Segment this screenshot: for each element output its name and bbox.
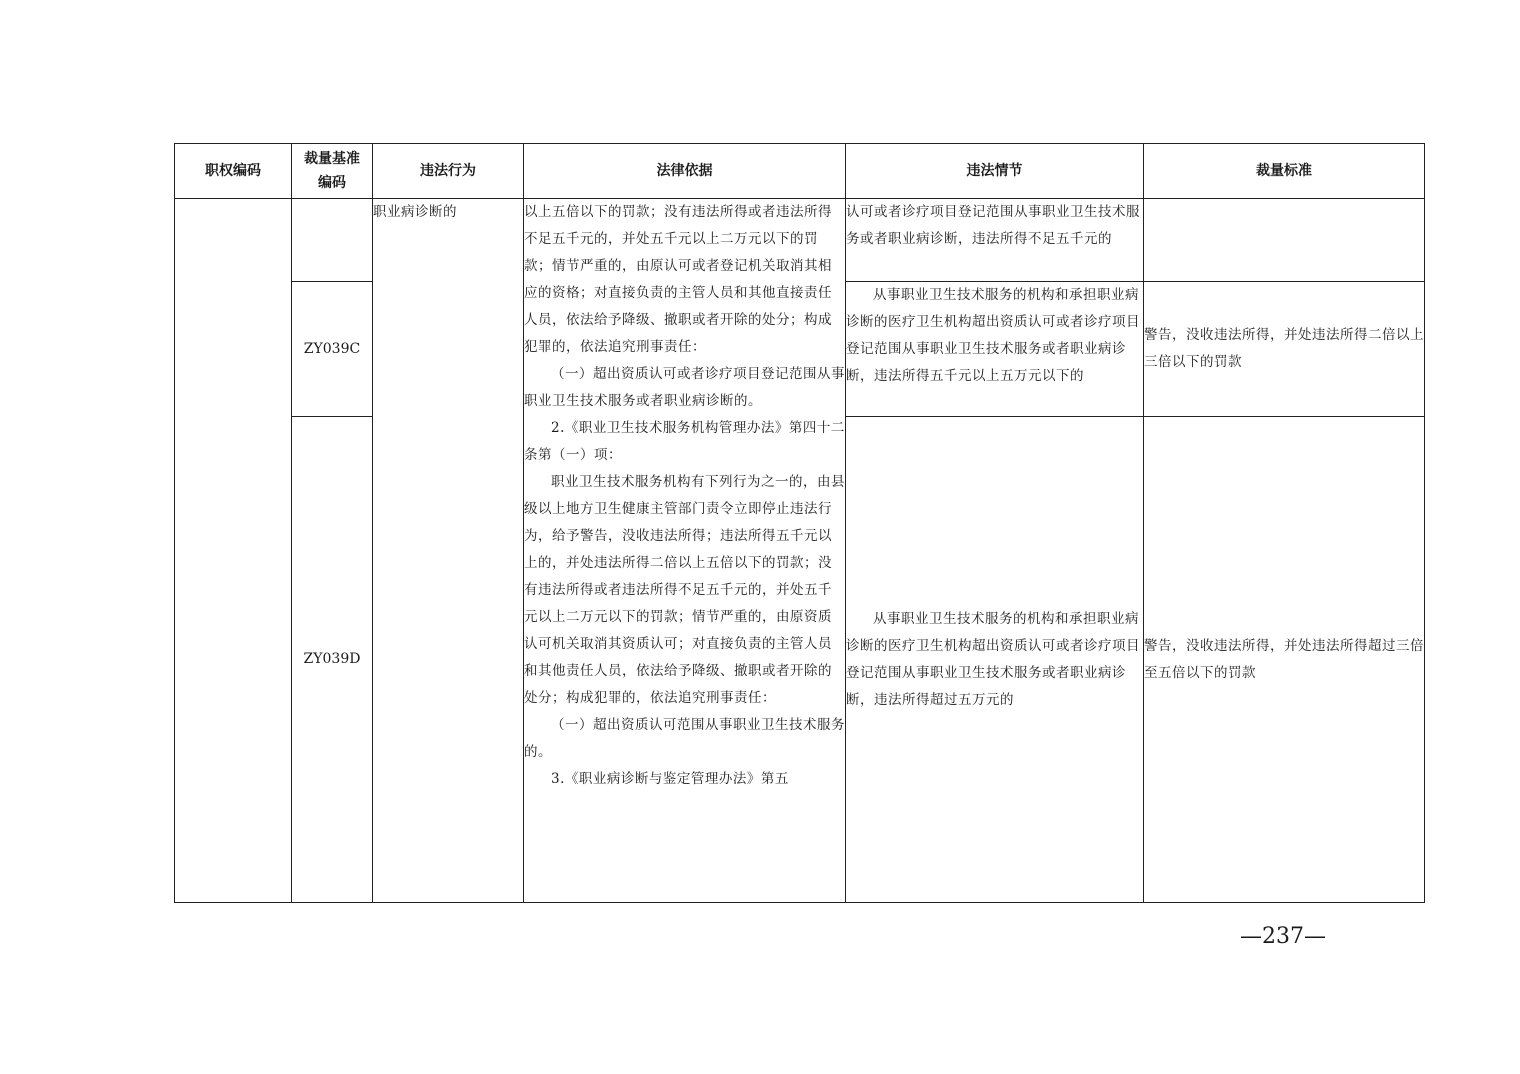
legal-basis-para: 职业卫生技术服务机构有下列行为之一的，由县级以上地方卫生健康主管部门责令立即停止违法行为，给予警告，没收违法所得；违法所得五千元以上的，并处违法所得二倍以上五倍以下的罚款；没有违法所得或者违法所得不足五千元的，并处五千元以上二万元以下的罚款；情节严重的，由原资质认可机关取消其资质认可；对直接负责的主管人员和其他责任人员，依法给予降级、撤职或者开除的处分；构成犯罪的，依法追究刑事责任： bbox=[524, 474, 845, 706]
page-number: —237— bbox=[1240, 924, 1326, 949]
violation-cell bbox=[373, 199, 524, 903]
header-violation: 违法行为 bbox=[373, 144, 524, 199]
header-benchmark-code: 裁量基准编码 bbox=[292, 144, 373, 199]
benchmark-code-cell: ZY039D bbox=[292, 417, 373, 903]
legal-basis-para: 3.《职业病诊断与鉴定管理办法》第五 bbox=[551, 771, 789, 787]
circumstance-cell: 认可或者诊疗项目登记范围从事职业卫生技术服务或者职业病诊断，违法所得不足五千元的 bbox=[846, 199, 1144, 282]
header-legal-basis: 法律依据 bbox=[524, 144, 846, 199]
circumstance-cell: 从事职业卫生技术服务的机构和承担职业病诊断的医疗卫生机构超出资质认可或者诊疗项目登记范围从事职业卫生技术服务或者职业病诊断，违法所得超过五万元的 bbox=[846, 417, 1144, 903]
benchmark-code-cell bbox=[292, 199, 373, 282]
header-circumstance: 违法情节 bbox=[846, 144, 1144, 199]
header-row bbox=[175, 144, 1425, 199]
legal-basis-para: 2.《职业卫生技术服务机构管理办法》第四十二条第（一）项： bbox=[524, 420, 845, 463]
header-standard: 裁量标准 bbox=[1144, 144, 1425, 199]
legal-basis-para: （一）超出资质认可或者诊疗项目登记范围从事职业卫生技术服务或者职业病诊断的。 bbox=[524, 366, 845, 409]
standard-cell: 警告，没收违法所得，并处违法所得超过三倍至五倍以下的罚款 bbox=[1144, 417, 1425, 903]
legal-basis-para: 以上五倍以下的罚款；没有违法所得或者违法所得不足五千元的，并处五千元以上二万元以下的罚款；情节严重的，由原认可或者登记机关取消其相应的资格；对直接负责的主管人员和其他直接责任人员，依法给予降级、撤职或者开除的处分；构成犯罪的，依法追究刑事责任： bbox=[524, 204, 832, 355]
discretion-table bbox=[174, 143, 1425, 903]
authority-code-cell bbox=[175, 199, 292, 903]
header-authority-code: 职权编码 bbox=[175, 144, 292, 199]
standard-cell bbox=[1144, 199, 1425, 282]
benchmark-code-cell: ZY039C bbox=[292, 282, 373, 417]
table-row bbox=[175, 199, 1425, 282]
violation-text: 职业病诊断的 bbox=[373, 204, 457, 220]
standard-cell: 警告，没收违法所得，并处违法所得二倍以上三倍以下的罚款 bbox=[1144, 282, 1425, 417]
legal-basis-para: （一）超出资质认可范围从事职业卫生技术服务的。 bbox=[524, 717, 845, 760]
legal-basis-cell bbox=[524, 199, 846, 903]
circumstance-cell: 从事职业卫生技术服务的机构和承担职业病诊断的医疗卫生机构超出资质认可或者诊疗项目登记范围从事职业卫生技术服务或者职业病诊断，违法所得五千元以上五万元以下的 bbox=[846, 282, 1144, 417]
